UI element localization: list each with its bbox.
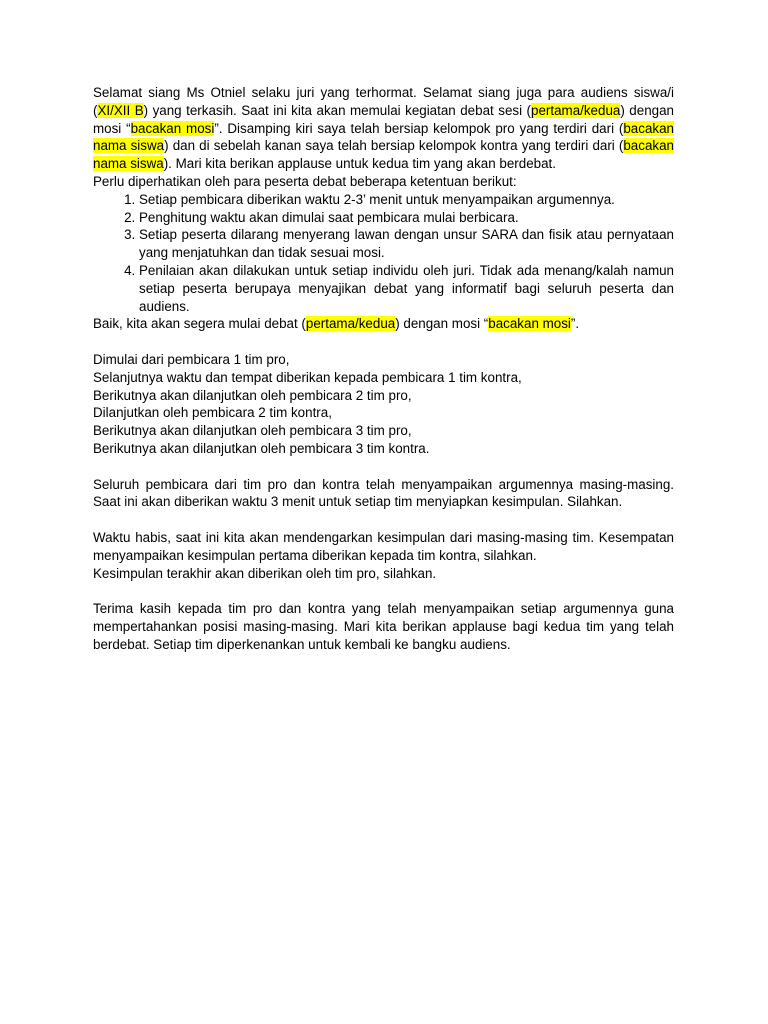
rules-list: [93, 191, 674, 316]
order-line: Berikutnya akan dilanjutkan oleh pembicara 2 tim pro,: [93, 387, 412, 403]
intro-text-1: Selamat siang Ms Otniel selaku juri yang terhormat. Selamat siang juga para audiens siswa/i (: [93, 85, 674, 118]
spacer: [93, 511, 674, 529]
highlight-class: XI/XII B: [97, 102, 144, 118]
conclusion-paragraph: Waktu habis, saat ini kita akan mendengarkan kesimpulan dari masing-masing tim. Kesempatan menyampaikan kesimpulan pertama diberikan kepada tim kontra, silahkan.: [93, 529, 674, 563]
rules-intro: Perlu diperhatikan oleh para peserta debat beberapa ketentuan berikut:: [93, 173, 517, 189]
rule-item: 1. Setiap pembicara diberikan waktu 2-3’ menit untuk menyampaikan argumennya.: [139, 191, 674, 209]
spacer: [93, 582, 674, 600]
document-page: [93, 84, 674, 654]
highlight-session: pertama/kedua: [531, 102, 621, 118]
order-line: Dilanjutkan oleh pembicara 2 tim kontra,: [93, 405, 332, 421]
conclusion-prep-paragraph: Seluruh pembicara dari tim pro dan kontra telah menyampaikan argumennya masing-masing. Saat ini akan diberikan waktu 3 menit untuk setiap tim menyiapkan kesimpulan. Silahkan.: [93, 476, 674, 510]
order-line: Berikutnya akan dilanjutkan oleh pembicara 3 tim kontra.: [93, 440, 430, 456]
highlight-session: pertama/kedua: [305, 316, 396, 332]
rule-item: 4. Penilaian akan dilakukan untuk setiap individu oleh juri. Tidak ada menang/kalah namun setiap peserta berupaya menyajikan debat yang informatif bagi seluruh peserta dan audiens.: [139, 262, 674, 315]
highlight-names-pro: bacakan nama siswa: [93, 120, 674, 154]
start-text-2: ) dengan mosi “: [395, 316, 489, 332]
conclusion-last-line: Kesimpulan terakhir akan diberikan oleh tim pro, silahkan.: [93, 565, 437, 581]
highlight-motion: bacakan mosi: [130, 120, 215, 136]
rule-item: 2. Penghitung waktu akan dimulai saat pembicara mulai berbicara.: [139, 209, 674, 227]
highlight-names-con: bacakan nama siswa: [93, 138, 674, 172]
intro-text-4: ”. Disamping kiri saya telah bersiap kelompok pro yang terdiri dari (: [214, 120, 624, 136]
spacer: [93, 458, 674, 476]
order-line: Selanjutnya waktu dan tempat diberikan kepada pembicara 1 tim kontra,: [93, 369, 522, 385]
start-text-3: ”.: [570, 316, 580, 332]
intro-text-5: ) dan di sebelah kanan saya telah bersiap kelompok kontra yang terdiri dari (: [164, 138, 624, 154]
intro-text-6: ). Mari kita berikan applause untuk kedua tim yang akan berdebat.: [163, 156, 556, 172]
start-paragraph: [93, 315, 674, 333]
rule-item: 3. Setiap peserta dilarang menyerang lawan dengan unsur SARA dan fisik atau pernyataan yang menjatuhkan dan tidak sesuai mosi.: [139, 226, 674, 262]
start-text-1: Baik, kita akan segera mulai debat (: [93, 316, 306, 332]
intro-text-2: ) yang terkasih. Saat ini kita akan memulai kegiatan debat sesi (: [143, 102, 532, 118]
intro-paragraph: [93, 84, 674, 173]
order-line: Dimulai dari pembicara 1 tim pro,: [93, 351, 290, 367]
closing-paragraph: Terima kasih kepada tim pro dan kontra yang telah menyampaikan setiap argumennya guna mempertahankan posisi masing-masing. Mari kita berikan applause bagi kedua tim yang telah berdebat. Setiap tim diperkenankan untuk kembali ke bangku audiens.: [93, 601, 674, 652]
spacer: [93, 333, 674, 351]
highlight-motion: bacakan mosi: [488, 316, 571, 332]
speaker-order: [93, 351, 674, 458]
intro-text-3: ) dengan mosi “: [93, 102, 674, 136]
order-line: Berikutnya akan dilanjutkan oleh pembicara 3 tim pro,: [93, 423, 412, 439]
